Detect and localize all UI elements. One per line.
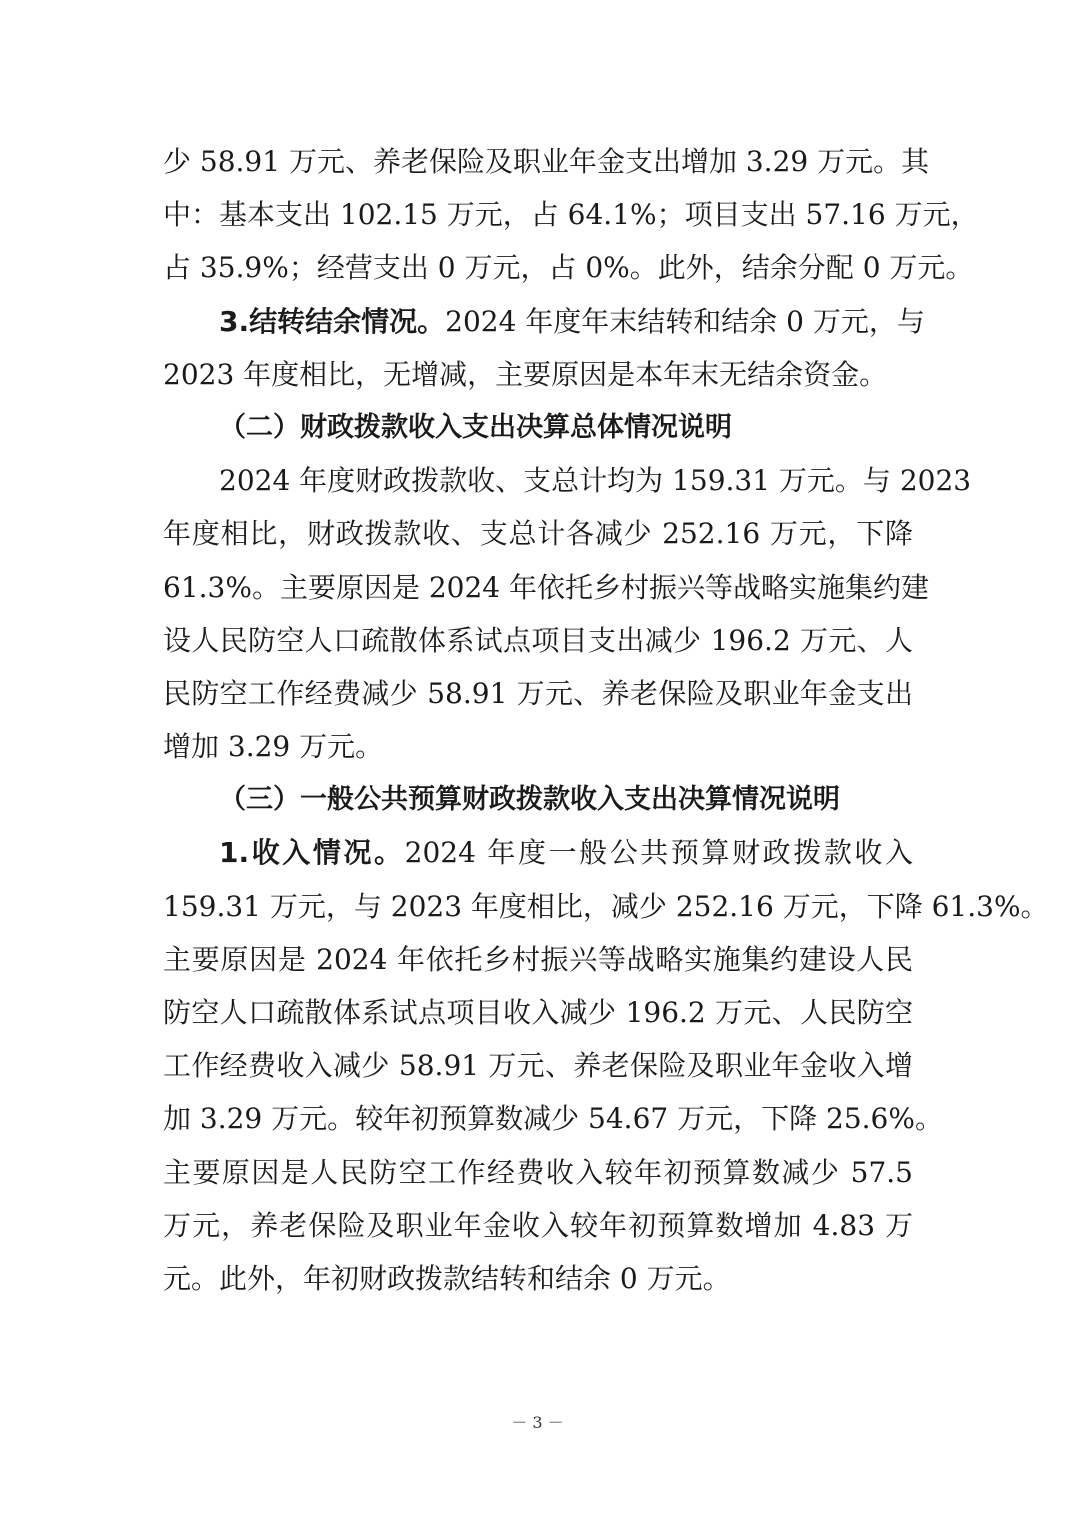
section-heading-3: （三）一般公共预算财政拨款收入支出决算情况说明	[219, 784, 840, 816]
income-lead: 1.收入情况。	[219, 836, 405, 870]
section-carryover-lead: 3.结转结余情况。	[219, 304, 446, 338]
text-line: 占 35.9%；经营支出 0 万元，占 0%。此外，结余分配 0 万元。	[163, 251, 974, 285]
income-text: 2024 年度一般公共预算财政拨款收入	[404, 836, 913, 870]
text-line: 61.3%。主要原因是 2024 年依托乡村振兴等战略实施集约建	[163, 570, 930, 604]
text-line: 工作经费收入减少 58.91 万元、养老保险及职业年金收入增	[163, 1049, 913, 1083]
text-line: 元。此外，年初财政拨款结转和结余 0 万元。	[163, 1261, 731, 1295]
text-line: 少 58.91 万元、养老保险及职业年金支出增加 3.29 万元。其	[163, 145, 930, 178]
text-line: 年度相比，财政拨款收、支总计各减少 252.16 万元，下降	[163, 517, 913, 551]
text-line: 主要原因是 2024 年依托乡村振兴等战略实施集约建设人民	[163, 942, 913, 976]
text-line: 防空人口疏散体系试点项目收入减少 196.2 万元、人民防空	[163, 996, 913, 1029]
text-line: 159.31 万元，与 2023 年度相比，减少 252.16 万元，下降 61.3%。	[163, 889, 1049, 923]
text-line: 加 3.29 万元。较年初预算数减少 54.67 万元，下降 25.6%。	[163, 1102, 943, 1136]
text-line: 2024 年度财政拨款收、支总计均为 159.31 万元。与 2023	[219, 464, 972, 498]
text-line: 主要原因是人民防空工作经费收入较年初预算数减少 57.5	[163, 1155, 913, 1189]
text-line: 民防空工作经费减少 58.91 万元、养老保险及职业年金支出	[163, 676, 913, 710]
section-heading-2: （二）财政拨款收入支出决算总体情况说明	[219, 411, 732, 443]
document-body	[163, 135, 1049, 1305]
text-line: 增加 3.29 万元。	[163, 730, 384, 764]
text-line: 中：基本支出 102.15 万元，占 64.1%；项目支出 57.16 万元，	[163, 198, 979, 232]
page-number: － 3 －	[511, 1413, 564, 1432]
text-line: 万元，养老保险及职业年金收入较年初预算数增加 4.83 万	[163, 1208, 913, 1242]
section-carryover-line	[163, 295, 925, 348]
income-line	[163, 826, 913, 879]
text-line: 2023 年度相比，无增减，主要原因是本年末无结余资金。	[163, 357, 888, 391]
section-carryover-text: 2024 年度年末结转和结余 0 万元，与	[445, 304, 925, 338]
text-line: 设人民防空人口疏散体系试点项目支出减少 196.2 万元、人	[163, 623, 913, 657]
